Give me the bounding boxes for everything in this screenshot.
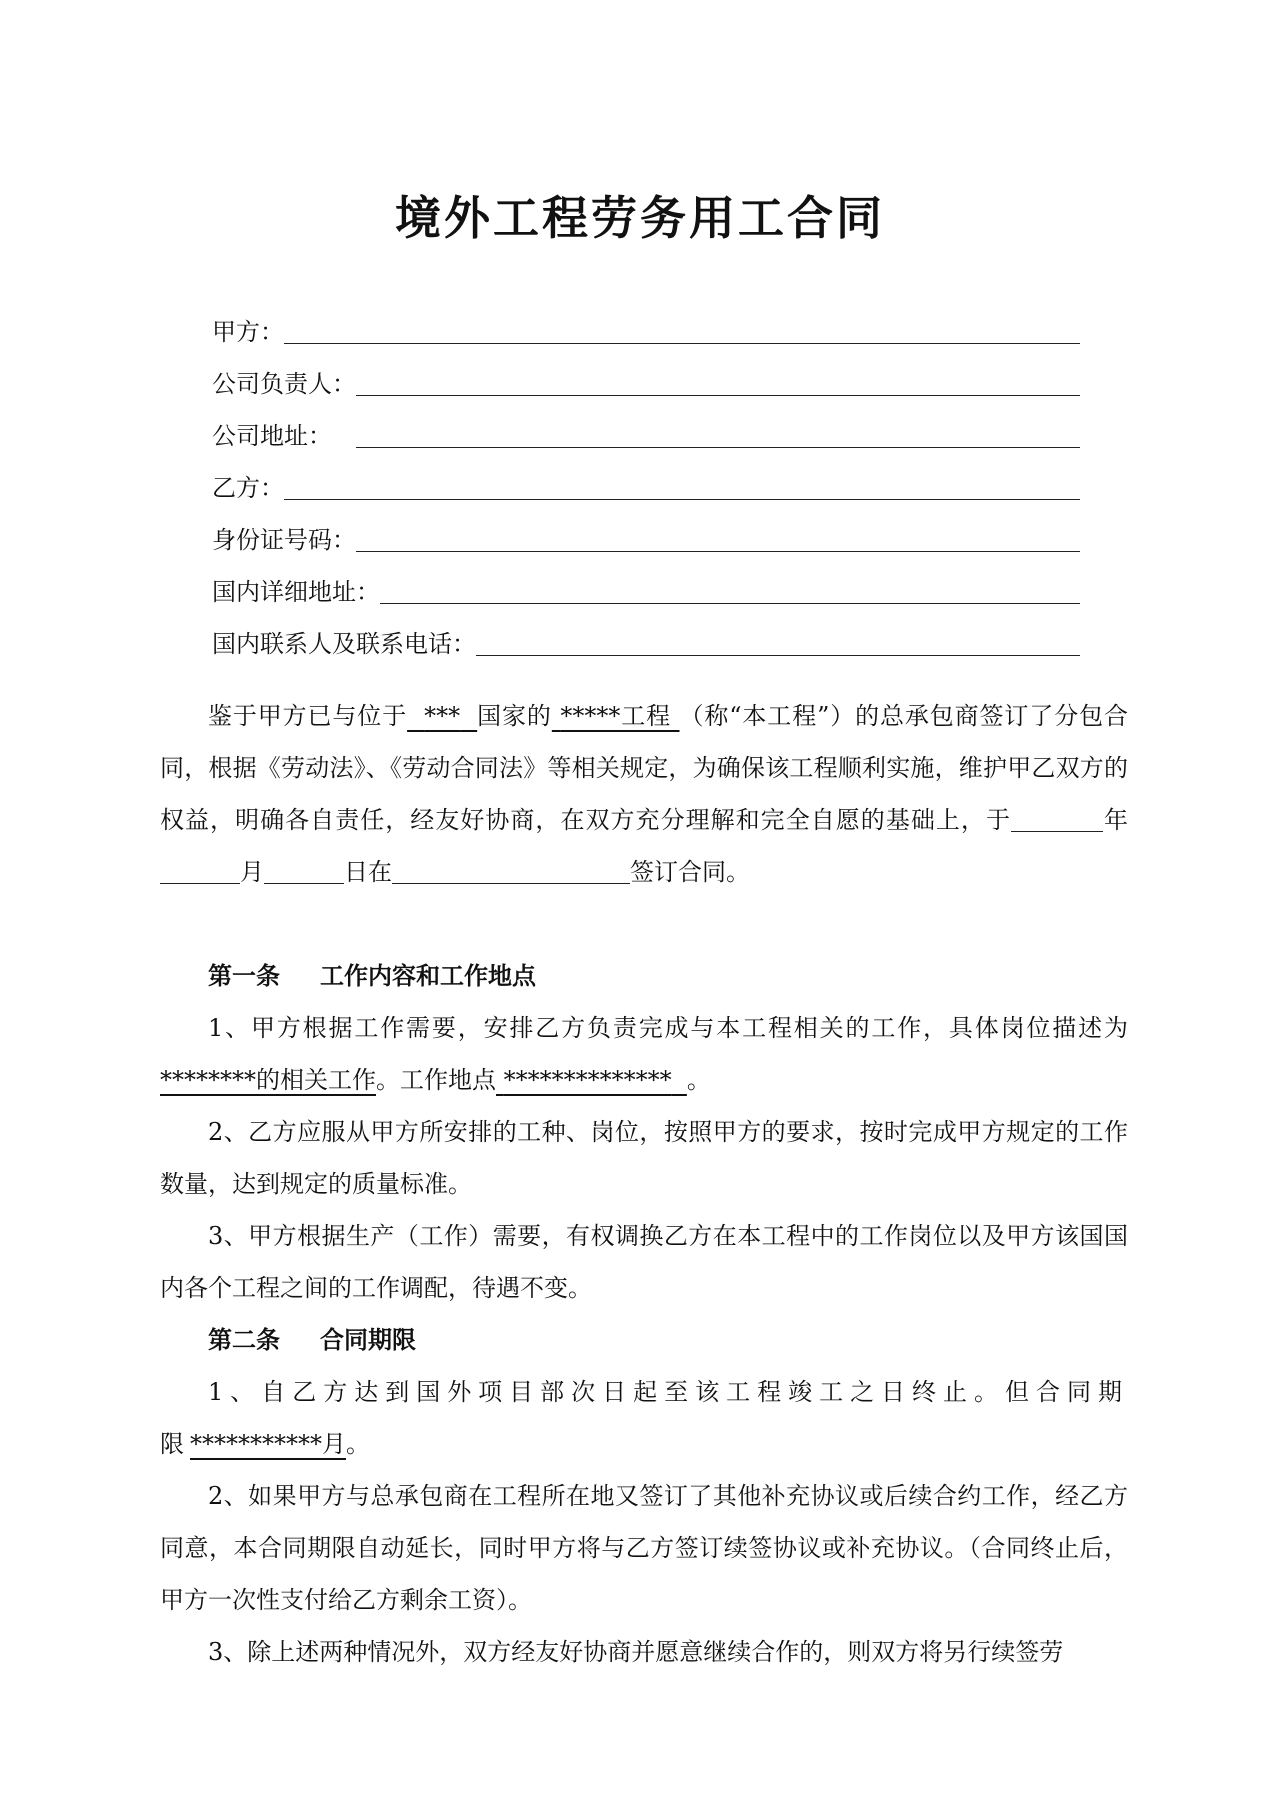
field-party-b xyxy=(212,456,1080,508)
article-item: 2、如果甲方与总承包商在工程所在地又签订了其他补充协议或后续合约工作，经乙方同意，本合同期限自动延长，同时甲方将与乙方签订续签协议或补充协议。（合同终止后，甲方一次性支付给乙方剩余工资）。 xyxy=(160,1482,1128,1614)
field-company-address xyxy=(212,404,1080,456)
contract-body xyxy=(160,690,1128,1678)
preamble-text: 鉴于甲方已与位于 xyxy=(208,702,408,730)
country-placeholder: *** xyxy=(424,702,461,730)
article-item: 3、甲方根据生产（工作）需要，有权调换乙方在本工程中的工作岗位以及甲方该国国内各个工程之间的工作调配，待遇不变。 xyxy=(160,1222,1128,1302)
article-item: 1、甲方根据工作需要，安排乙方负责完成与本工程相关的工作，具体岗位描述为********的相关工作。工作地点 ************** 。 xyxy=(160,1014,1128,1094)
preamble-text: （称“本工程”）的总承包商签订了分包合同，根据《劳动法》、《劳动合同法》等相关规定，为确保该工程顺利实施，维护甲乙双方的权益，明确各自责任，经友好协商，在双方充分理解和完全自愿的基础上，于 xyxy=(160,702,1128,834)
article-number: 第一条 xyxy=(208,961,280,990)
preamble-paragraph xyxy=(160,690,1128,898)
month-label: 月 xyxy=(240,858,264,886)
article-item: 3、除上述两种情况外，双方经友好协商并愿意继续合作的，则双方将另行续签劳 xyxy=(208,1638,1064,1666)
project-placeholder: *****工程 xyxy=(560,702,671,730)
party-info-fields xyxy=(212,300,1080,664)
signed-text: 签订合同。 xyxy=(630,858,750,886)
year-label: 年 xyxy=(1102,806,1128,834)
day-label: 日在 xyxy=(344,858,392,886)
field-label: 公司地址： xyxy=(212,422,332,450)
day-blank[interactable] xyxy=(264,855,344,884)
article-title: 工作内容和工作地点 xyxy=(320,961,536,990)
field-id-number xyxy=(212,508,1080,560)
article-title: 合同期限 xyxy=(320,1325,416,1354)
place-blank[interactable] xyxy=(392,855,630,884)
post-placeholder: ********的相关工作 xyxy=(160,1066,376,1094)
field-party-a xyxy=(212,300,1080,352)
document-title: 境外工程劳务用工合同 xyxy=(395,191,885,245)
place-placeholder: ************** xyxy=(503,1066,672,1094)
field-domestic-address xyxy=(212,560,1080,612)
field-label: 乙方： xyxy=(212,474,284,502)
article-item: 1、自乙方达到国外项目部次日起至该工程竣工之日终止。但合同期限***********月。 xyxy=(160,1378,1128,1458)
field-label: 国内详细地址： xyxy=(212,578,380,606)
section-spacer xyxy=(160,898,1128,950)
field-company-head xyxy=(212,352,1080,404)
field-label: 甲方： xyxy=(212,318,284,346)
preamble-text: 国家的 xyxy=(477,702,552,730)
fill-in-line[interactable] xyxy=(284,469,1080,500)
article-item: 2、乙方应服从甲方所安排的工种、岗位，按照甲方的要求，按时完成甲方规定的工作数量，达到规定的质量标准。 xyxy=(160,1118,1128,1198)
fill-in-line[interactable] xyxy=(476,625,1080,656)
article-heading xyxy=(160,1314,1128,1366)
fill-in-line[interactable] xyxy=(356,417,1080,448)
term-placeholder: ***********月 xyxy=(190,1430,346,1458)
field-domestic-contact xyxy=(212,612,1080,664)
year-blank[interactable] xyxy=(1011,803,1103,832)
fill-in-line[interactable] xyxy=(284,313,1080,344)
field-label: 公司负责人： xyxy=(212,370,356,398)
field-label: 身份证号码： xyxy=(212,526,356,554)
fill-in-line[interactable] xyxy=(380,573,1080,604)
field-label: 国内联系人及联系电话： xyxy=(212,630,476,658)
article-heading xyxy=(160,950,1128,1002)
fill-in-line[interactable] xyxy=(356,521,1080,552)
fill-in-line[interactable] xyxy=(356,365,1080,396)
month-blank[interactable] xyxy=(160,855,240,884)
article-number: 第二条 xyxy=(208,1325,280,1354)
